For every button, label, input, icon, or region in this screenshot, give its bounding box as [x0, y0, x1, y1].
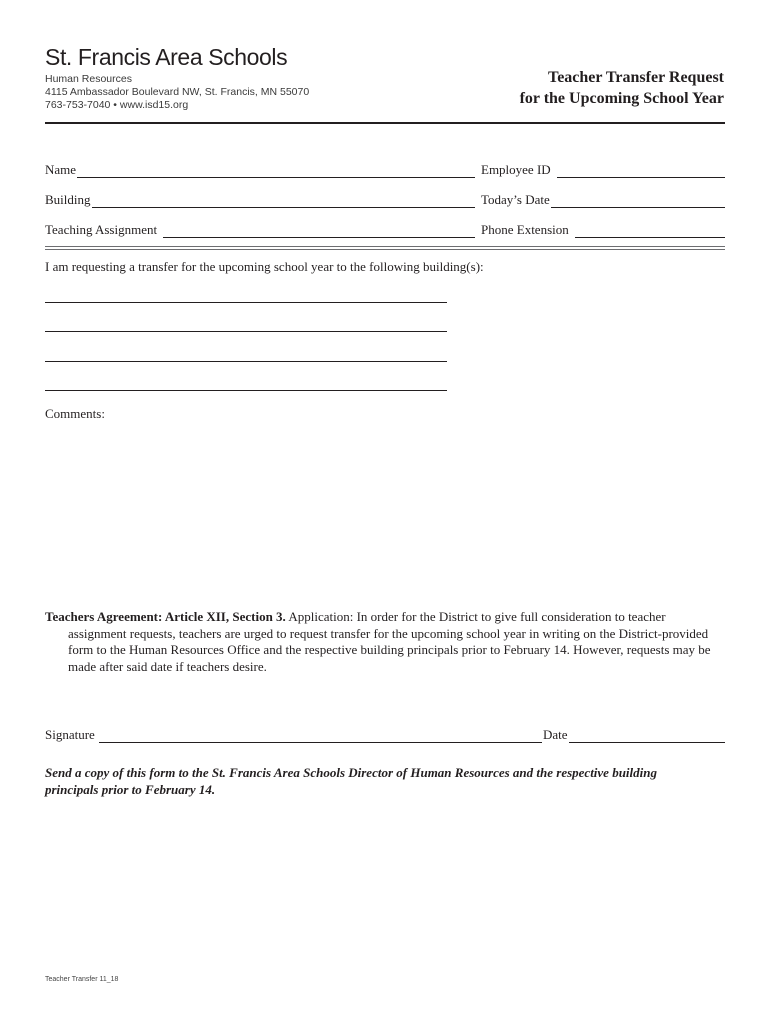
signature-date-field[interactable]: [543, 725, 725, 743]
teaching-assignment-label: Teaching Assignment: [45, 222, 158, 237]
section-divider: [45, 246, 725, 250]
org-contact: 763-753-7040 • www.isd15.org: [45, 99, 189, 111]
building-field[interactable]: [45, 190, 475, 208]
agreement-body: Application: In order for the District to give full consideration to teacher assignment requests, teachers are urged to request transfer for the upcoming school year in writing on the District-provided form to the Human Resources Office and the respective building principals prior to February 14. However, requests may be made after said date if teachers desire.: [68, 609, 711, 674]
signature-input-line[interactable]: [99, 731, 542, 743]
form-title-line2: for the Upcoming School Year: [519, 90, 724, 107]
signature-label: Signature: [45, 727, 95, 742]
signature-date-label: Date: [543, 727, 568, 742]
signature-date-input-line[interactable]: [569, 731, 725, 743]
org-address: 4115 Ambassador Boulevard NW, St. Francis, MN 55070: [45, 86, 310, 98]
todays-date-input-line[interactable]: [551, 196, 725, 208]
name-field[interactable]: [45, 160, 475, 178]
todays-date-field[interactable]: [481, 190, 725, 208]
name-input-line[interactable]: [77, 166, 475, 178]
phone-extension-label: Phone Extension: [481, 222, 569, 237]
name-label: Name: [45, 162, 77, 177]
employee-id-label: Employee ID: [481, 162, 551, 177]
requested-building-line-3[interactable]: [45, 361, 447, 362]
teaching-assignment-field[interactable]: [45, 220, 475, 238]
teachers-agreement-paragraph: [45, 609, 725, 675]
org-department: Human Resources: [45, 73, 132, 85]
employee-id-input-line[interactable]: [557, 166, 725, 178]
org-name: St. Francis Area Schools: [45, 44, 288, 70]
building-label: Building: [45, 192, 91, 207]
phone-extension-field[interactable]: [481, 220, 725, 238]
transfer-request-statement: I am requesting a transfer for the upcoming school year to the following building(s):: [45, 259, 484, 274]
employee-id-field[interactable]: [481, 160, 725, 178]
building-input-line[interactable]: [92, 196, 475, 208]
form-title-line1: Teacher Transfer Request: [548, 69, 724, 86]
requested-building-line-4[interactable]: [45, 390, 447, 391]
header-divider: [45, 122, 725, 124]
agreement-heading: Teachers Agreement: Article XII, Section 3.: [45, 609, 286, 624]
signature-field[interactable]: [45, 725, 542, 743]
comments-label: Comments:: [45, 406, 105, 421]
todays-date-label: Today’s Date: [481, 192, 550, 207]
phone-extension-input-line[interactable]: [575, 226, 725, 238]
requested-building-line-2[interactable]: [45, 331, 447, 332]
submission-instructions: Send a copy of this form to the St. Francis Area Schools Director of Human Resources and the respective building principals prior to February 14.: [45, 765, 657, 797]
form-title: [520, 67, 724, 109]
requested-building-line-1[interactable]: [45, 302, 447, 303]
form-code: Teacher Transfer 11_18: [45, 976, 119, 983]
teaching-assignment-input-line[interactable]: [163, 226, 475, 238]
